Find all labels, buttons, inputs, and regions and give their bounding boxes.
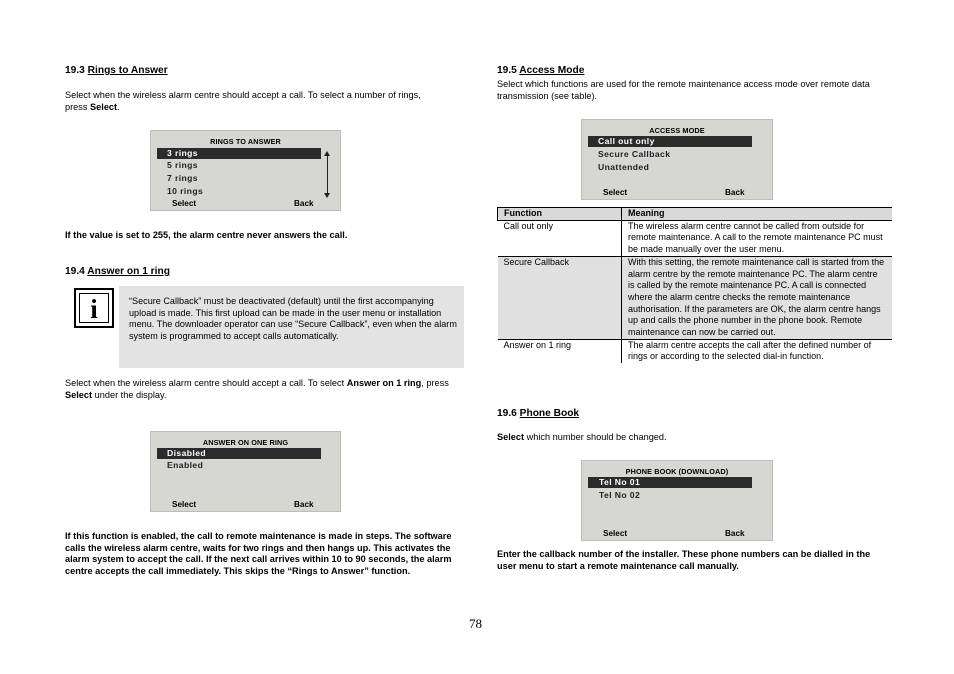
lcd-access-mode [581, 119, 773, 200]
section-number: 19.3 [65, 65, 85, 76]
table-row [498, 256, 892, 339]
body-text: Select when the wireless alarm centre should accept a call. To select a number of rings, press [65, 90, 421, 112]
table-cell-meaning: With this setting, the remote maintenance call is started from the alarm centre by the remote maintenance PC. The alarm centre is called by the remote maintenance PC. A call is connected where the alarm centre checks the remote maintenance authorisation. If the parameters are OK, the alarm centre hangs up and calls the phone number in the phone book. Remote maintenance can now be carried out. [622, 256, 892, 339]
body-text: , press [421, 378, 449, 388]
body-bold: Answer on 1 ring [346, 378, 422, 388]
lcd-item-selected[interactable]: Disabled [157, 448, 321, 459]
table-header-function: Function [498, 208, 622, 221]
section-19-4-note: If this function is enabled, the call to remote maintenance is made in steps. The software calls the wireless alarm centre, waits for two rings and then hangs up. This activates the alarm system to accept the call. If the next call arrives within 10 to 90 seconds, the alarm centre accepts the call immediately. This skips the “Rings to Answer” function. [65, 531, 452, 576]
body-text-end: . [117, 101, 120, 112]
lcd-item[interactable]: Enabled [167, 460, 204, 470]
section-19-6-heading [497, 408, 579, 420]
section-19-4-heading [65, 266, 170, 278]
table-header-meaning: Meaning [622, 208, 892, 221]
body-text-end: under the display. [92, 389, 167, 400]
lcd-item[interactable]: Tel No 02 [599, 490, 641, 500]
access-mode-table [497, 207, 892, 363]
lcd-back-softkey[interactable]: Back [294, 500, 314, 509]
table-cell-function: Answer on 1 ring [498, 339, 622, 363]
section-19-5-body: Select which functions are used for the remote maintenance access mode over remote data transmission (see table). [497, 79, 870, 101]
lcd-select-softkey[interactable]: Select [603, 529, 628, 538]
lcd-title: RINGS TO ANSWER [210, 137, 281, 146]
body-text: Select when the wireless alarm centre should accept a call. To select [65, 378, 347, 388]
table-row [498, 220, 892, 256]
table-cell-meaning: The wireless alarm centre cannot be called from outside for remote maintenance. A call to the remote maintenance PC must be made manually over the user menu. [628, 220, 883, 255]
table-row [498, 339, 892, 363]
section-number: 19.4 [65, 266, 85, 277]
section-title: Rings to Answer [87, 65, 168, 76]
body-text: which number should be changed. [524, 432, 667, 442]
section-number: 19.5 [497, 65, 517, 76]
section-number: 19.6 [497, 408, 517, 419]
lcd-title: ANSWER ON ONE RING [202, 438, 289, 447]
lcd-item-selected[interactable]: Tel No 01 [588, 477, 752, 488]
lcd-back-softkey[interactable]: Back [725, 188, 745, 197]
table-header-row [498, 208, 892, 221]
section-title: Phone Book [519, 408, 580, 419]
page-number: 78 [469, 616, 482, 631]
table-cell-meaning: The alarm centre accepts the call after the defined number of rings or according to the selected dial-in function. [622, 339, 892, 363]
lcd-title: PHONE BOOK (DOWNLOAD) [625, 467, 729, 476]
section-19-3-body [65, 90, 445, 113]
section-19-3-heading [65, 65, 168, 77]
lcd-item[interactable]: 7 rings [167, 173, 198, 183]
lcd-title: ACCESS MODE [649, 126, 705, 135]
section-19-6-note: Enter the callback number of the installer. These phone numbers can be dialled in the user menu to start a remote maintenance call manually. [497, 549, 871, 571]
section-19-6-body [497, 432, 892, 444]
scrollbar [327, 156, 328, 193]
lcd-back-softkey[interactable]: Back [725, 529, 745, 538]
scroll-down-arrow-icon [324, 193, 330, 198]
lcd-select-softkey[interactable]: Select [172, 199, 197, 208]
lcd-answer-on-one-ring [150, 431, 341, 512]
info-note-text: “Secure Callback” must be deactivated (default) until the first accompanying upload is made. This first upload can be made in the user menu or installation menu. The downloader operator can use “Secure Callback”, even when the alarm system is programmed to accept calls automatically. [129, 296, 457, 341]
lcd-phone-book [581, 460, 773, 541]
lcd-select-softkey[interactable]: Select [603, 188, 628, 197]
lcd-item[interactable]: Secure Callback [598, 149, 671, 159]
section-title: Access Mode [519, 65, 585, 76]
lcd-item-selected[interactable]: 3 rings [157, 148, 321, 159]
lcd-select-softkey[interactable]: Select [172, 500, 197, 509]
body-bold: Select [90, 101, 118, 112]
lcd-rings-to-answer [150, 130, 341, 211]
body-bold: Select [497, 432, 525, 442]
lcd-item[interactable]: Unattended [598, 162, 650, 172]
lcd-back-softkey[interactable]: Back [294, 199, 314, 208]
info-icon: i [74, 288, 114, 328]
section-title: Answer on 1 ring [87, 266, 170, 277]
section-19-3-note: If the value is set to 255, the alarm centre never answers the call. [65, 230, 348, 240]
lcd-item-selected[interactable]: Call out only [588, 136, 752, 147]
lcd-item[interactable]: 10 rings [167, 186, 204, 196]
section-19-4-body [65, 378, 450, 401]
lcd-item[interactable]: 5 rings [167, 160, 198, 170]
section-19-5-heading [497, 65, 584, 77]
table-cell-function: Secure Callback [498, 256, 622, 339]
info-note-box [119, 286, 464, 368]
body-bold: Select [65, 389, 93, 400]
table-cell-function: Call out only [498, 220, 622, 256]
